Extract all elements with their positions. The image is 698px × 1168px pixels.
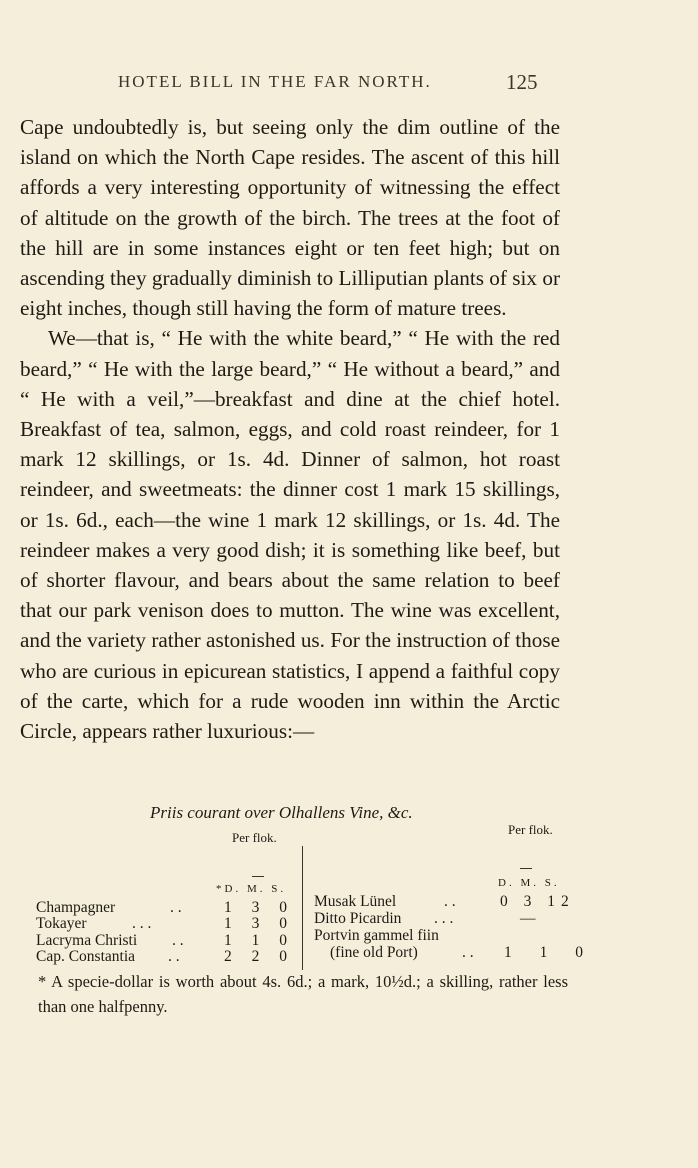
leader-dots: . . — [170, 899, 182, 916]
leader-dots: . . — [172, 932, 184, 949]
footnote: * A specie-dollar is worth about 4s. 6d.; a mark, 10½d.; a skilling, rather less than one halfpenny. — [38, 972, 568, 1016]
paragraph-2: We—that is, “ He with the white beard,” “ He with the red beard,” “ He with the large beard,” “ He without a beard,” and “ He with a veil,”—breakfast and dine at the chief hotel. Breakfast of tea, salmon, eggs, and cold roast reindeer, for 1 mark 12 skillings, or 1s. 4d. Dinner of salmon, hot roast reindeer, and sweetmeats: the dinner cost 1 mark 15 skillings, or 1s. 6d., each—the wine 1 mark 12 skillings, or 1s. 4d. The reindeer makes a very good dish; it is something like beef, but of shorter flavour, and bears about the same relation to beef that our park venison does to mutton. The wine was excellent, and the variety rather astonished us. For the instruction of those who are curious in epicurean statistics, I append a faithful copy of the carte, which for a rude wooden inn within the Arctic Circle, appears rather luxurious:— — [20, 326, 560, 744]
wine-row — [36, 916, 296, 932]
left-per-flask: Per flok. — [232, 830, 277, 845]
wine-name: Lacryma Christi — [36, 932, 138, 949]
wine-price: — — [520, 910, 544, 927]
leader-dots: . . — [168, 948, 180, 965]
wine-price: 1 1 0 — [504, 944, 595, 961]
wine-row — [36, 933, 296, 949]
left-dash — [252, 876, 264, 877]
wine-name: Tokayer — [36, 915, 87, 932]
wine-price: 1 3 0 — [224, 899, 295, 916]
wine-price: 2 2 0 — [224, 948, 295, 965]
body-text — [20, 112, 560, 746]
left-units: *D. M. S. — [216, 883, 287, 895]
wine-row — [314, 911, 574, 927]
wine-name: (fine old Port) — [330, 944, 418, 961]
wine-row — [314, 944, 595, 961]
wine-price: 0 3 12 — [500, 893, 575, 910]
wine-price: 1 1 0 — [224, 932, 295, 949]
leader-dots: . . . — [132, 915, 152, 932]
right-units: D. M. S. — [498, 877, 560, 889]
right-per-flask: Per flok. — [508, 822, 553, 837]
left-wine-list — [36, 898, 296, 965]
right-wine-list — [314, 892, 595, 961]
wine-price: 1 3 0 — [224, 915, 295, 932]
running-head: HOTEL BILL IN THE FAR NORTH. — [118, 72, 432, 91]
wine-row — [314, 928, 574, 944]
wine-name: Champagner — [36, 899, 116, 916]
wine-name: Portvin gammel fiin — [314, 927, 439, 944]
leader-dots: . . — [462, 944, 474, 961]
wine-name: Ditto Picardin — [314, 910, 402, 927]
paragraph-1: Cape undoubtedly is, but seeing only the dim outline of the island on which the North Cape resides. The ascent of this hill affords a very interesting opportunity of witnessing the effect of altitude on the growth of the birch. The trees at the foot of the hill are in some instances eight or ten feet high; but on ascending they gradually diminish to Lilliputian plants of six or eight inches, though still having the form of mature trees. — [20, 115, 560, 321]
wine-row — [36, 900, 296, 916]
wine-name: Cap. Constantia — [36, 948, 136, 965]
wine-name: Musak Lünel — [314, 893, 397, 910]
page-number: 125 — [506, 70, 538, 94]
wine-row — [36, 949, 296, 965]
wine-row — [314, 894, 574, 910]
leader-dots: . . . — [434, 910, 454, 927]
leader-dots: . . — [444, 893, 456, 910]
right-dash — [520, 868, 532, 869]
column-divider — [302, 846, 303, 970]
carte-title: Priis courant over Olhallens Vine, &c. — [150, 803, 413, 822]
